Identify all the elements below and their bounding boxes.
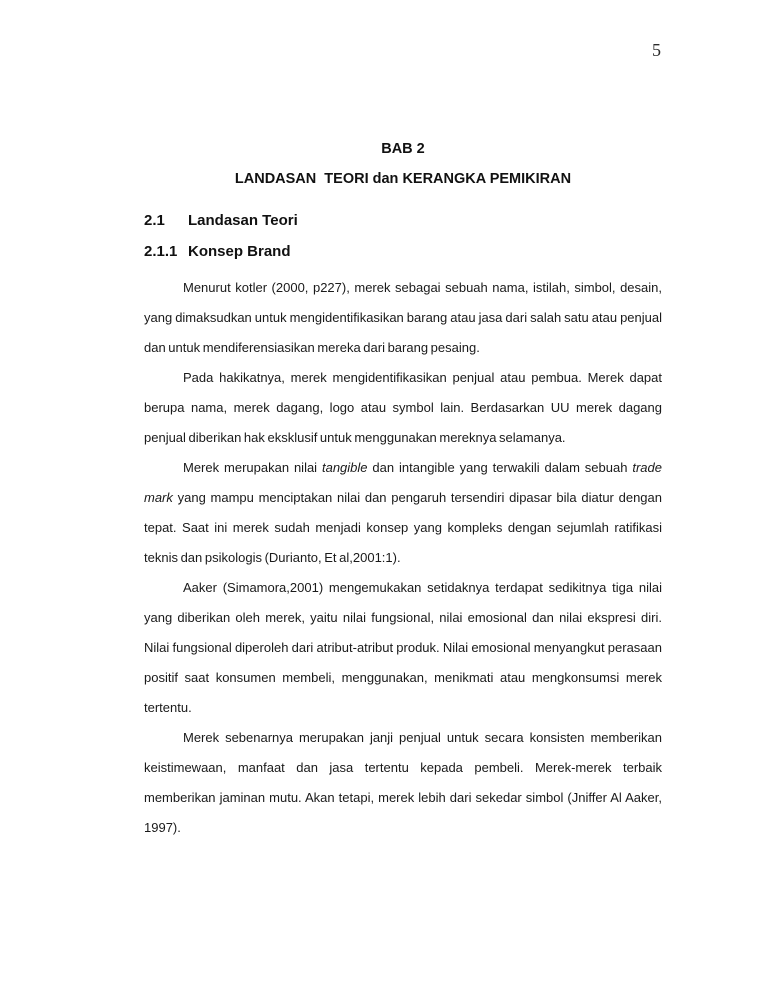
text-line: Pada hakikatnya, merek mengidentifikasikan penjual atau pembua. Merek dapat (183, 370, 662, 385)
text-segment: dan intangible yang terwakili dalam sebuah (367, 460, 633, 475)
text-line (144, 453, 662, 483)
section-heading-2-1-1 (144, 242, 291, 262)
chapter-heading: BAB 2 (381, 141, 425, 157)
body-text (144, 273, 662, 843)
text-line: memberikan jaminan mutu. Akan tetapi, merek lebih dari sekedar simbol (Jniffer Al Aaker, (144, 790, 662, 805)
section-title: Konsep Brand (188, 243, 291, 260)
text-line: Nilai fungsional diperoleh dari atribut-atribut produk. Nilai emosional menyangkut perasaan (144, 640, 662, 655)
text-line: yang dimaksudkan untuk mengidentifikasikan barang atau jasa dari salah satu atau penjual (144, 310, 662, 325)
text-line: positif saat konsumen membeli, menggunakan, menikmati atau mengkonsumsi merek (144, 670, 662, 685)
text-line (144, 483, 662, 513)
text-line: penjual diberikan hak eksklusif untuk menggunakan mereknya selamanya. (144, 430, 566, 445)
section-number: 2.1.1 (144, 243, 178, 260)
section-heading-2-1 (144, 211, 298, 231)
text-line: tertentu. (144, 700, 192, 715)
paragraph-3 (144, 453, 662, 573)
text-segment: Merek merupakan nilai (183, 460, 322, 475)
paragraph-5 (144, 723, 662, 843)
text-line: keistimewaan, manfaat dan jasa tertentu kepada pembeli. Merek-merek terbaik (144, 760, 662, 775)
text-line: Merek sebenarnya merupakan janji penjual untuk secara konsisten memberikan (183, 730, 662, 745)
section-number: 2.1 (144, 212, 165, 229)
paragraph-1 (144, 273, 662, 363)
section-title: Landasan Teori (188, 212, 298, 229)
text-line: Menurut kotler (2000, p227), merek sebagai sebuah nama, istilah, simbol, desain, (183, 280, 662, 295)
page-number: 5 (652, 40, 661, 60)
text-line: dan untuk mendiferensiasikan mereka dari barang pesaing. (144, 340, 480, 355)
chapter-title: LANDASAN TEORI dan KERANGKA PEMIKIRAN (234, 171, 572, 187)
paragraph-2 (144, 363, 662, 453)
text-line: yang diberikan oleh merek, yaitu nilai fungsional, nilai emosional dan nilai ekspresi diri. (144, 610, 662, 625)
text-line: Aaker (Simamora,2001) mengemukakan setidaknya terdapat sedikitnya tiga nilai (183, 580, 662, 595)
text-line: berupa nama, merek dagang, logo atau symbol lain. Berdasarkan UU merek dagang (144, 400, 662, 415)
italic-term: mark (144, 490, 173, 505)
paragraph-4 (144, 573, 662, 723)
text-line: 1997). (144, 820, 181, 835)
text-line: tepat. Saat ini merek sudah menjadi konsep yang kompleks dengan sejumlah ratifikasi (144, 520, 662, 535)
text-line: teknis dan psikologis (Durianto, Et al,2001:1). (144, 550, 401, 565)
italic-term: trade (632, 460, 662, 475)
text-segment: yang mampu menciptakan nilai dan pengaruh tersendiri dipasar bila diatur dengan (172, 490, 662, 505)
italic-term: tangible (321, 460, 368, 475)
